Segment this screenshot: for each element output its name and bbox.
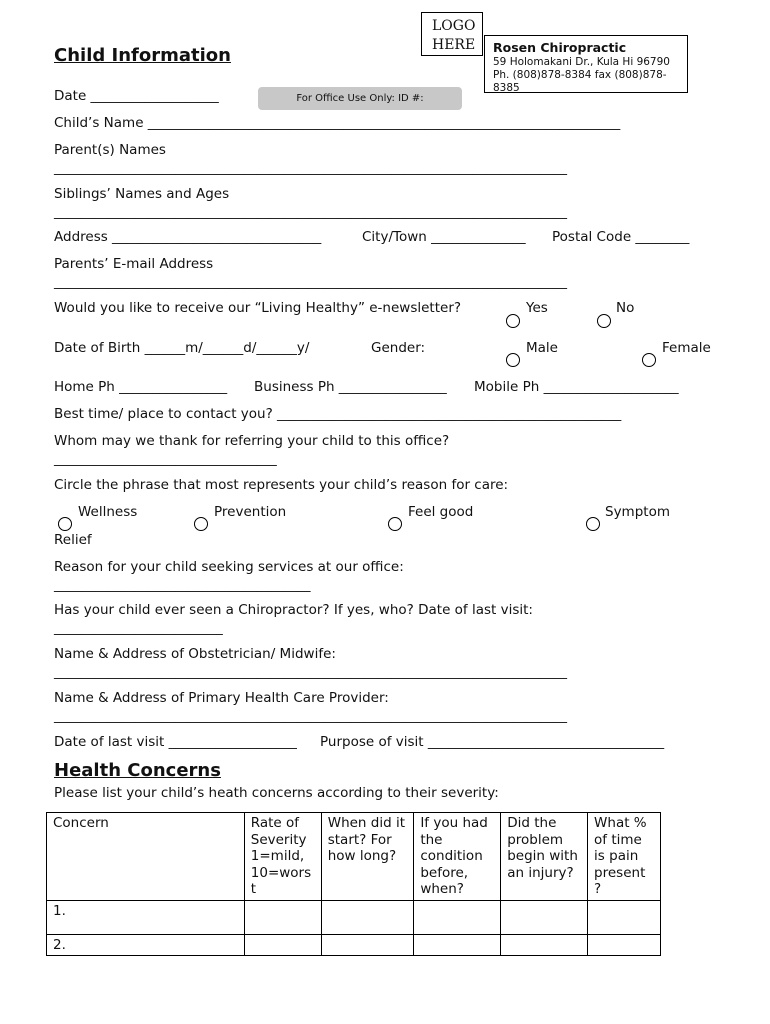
siblings-field[interactable]: ____________________________________________________________________________ (54, 204, 567, 220)
feel-good-radio[interactable] (388, 517, 402, 531)
gender-female-label: Female (662, 340, 711, 356)
reason-care-question: Circle the phrase that most represents your child’s reason for care: (54, 477, 509, 493)
prevention-radio[interactable] (194, 517, 208, 531)
table-cell[interactable] (244, 934, 321, 956)
prevention-label: Prevention (214, 504, 287, 520)
table-cell[interactable] (321, 934, 414, 956)
clinic-phone: Ph. (808)878-8384 fax (808)878-8385 (493, 69, 667, 93)
health-concerns-table (46, 812, 661, 956)
reason-services-field[interactable]: ______________________________________ (54, 577, 311, 593)
table-cell[interactable] (501, 934, 588, 956)
health-concerns-title: Health Concerns (54, 760, 221, 781)
chiropractor-question: Has your child ever seen a Chiropractor? If yes, who? Date of last visit: (54, 602, 533, 618)
header-start: When did it start? For how long? (321, 813, 414, 901)
table-cell[interactable] (244, 900, 321, 934)
email-field[interactable]: ____________________________________________________________________________ (54, 274, 567, 290)
postal-code-field[interactable]: Postal Code ________ (552, 229, 690, 245)
referral-field[interactable]: _________________________________ (54, 451, 277, 467)
city-field[interactable]: City/Town ______________ (362, 229, 526, 245)
parents-field[interactable]: ____________________________________________________________________________ (54, 160, 567, 176)
date-field[interactable]: Date ___________________ (54, 88, 219, 104)
business-phone-field[interactable]: Business Ph ________________ (254, 379, 447, 395)
siblings-label: Siblings’ Names and Ages (54, 186, 230, 202)
table-cell[interactable] (414, 934, 501, 956)
header-severity: Rate of Severity 1=mild, 10=wors t (244, 813, 321, 901)
table-row (47, 900, 661, 934)
header-pain-time: What % of time is pain present ? (588, 813, 661, 901)
last-visit-field[interactable]: Date of last visit ___________________ (54, 734, 297, 750)
mobile-phone-field[interactable]: Mobile Ph ____________________ (474, 379, 679, 395)
symptom-relief-radio[interactable] (586, 517, 600, 531)
gender-label: Gender: (371, 340, 426, 356)
table-row (47, 934, 661, 956)
reason-services-question: Reason for your child seeking services at our office: (54, 559, 404, 575)
obstetrician-field[interactable]: ____________________________________________________________________________ (54, 664, 567, 680)
table-header-row (47, 813, 661, 901)
referral-question: Whom may we thank for referring your child to this office? (54, 433, 450, 449)
table-cell[interactable] (588, 934, 661, 956)
best-time-field[interactable]: Best time/ place to contact you? ___________________________________________________ (54, 406, 622, 422)
provider-field[interactable]: ____________________________________________________________________________ (54, 708, 567, 724)
gender-female-radio[interactable] (642, 353, 656, 367)
address-field[interactable]: Address _______________________________ (54, 229, 322, 245)
relief-label: Relief (54, 532, 92, 548)
header-concern: Concern (47, 813, 245, 901)
email-label: Parents’ E-mail Address (54, 256, 214, 272)
table-cell[interactable] (501, 900, 588, 934)
newsletter-question: Would you like to receive our “Living Healthy” e-newsletter? (54, 300, 462, 316)
gender-male-radio[interactable] (506, 353, 520, 367)
wellness-label: Wellness (78, 504, 138, 520)
header-condition-before: If you had the condition before, when? (414, 813, 501, 901)
feel-good-label: Feel good (408, 504, 474, 520)
newsletter-no-radio[interactable] (597, 314, 611, 328)
table-cell[interactable] (414, 900, 501, 934)
gender-male-label: Male (526, 340, 558, 356)
home-phone-field[interactable]: Home Ph ________________ (54, 379, 228, 395)
provider-label: Name & Address of Primary Health Care Provider: (54, 690, 389, 706)
health-concerns-instruction: Please list your child’s heath concerns according to their severity: (54, 785, 499, 801)
logo-text: LOGO HERE (432, 18, 476, 53)
office-use-box: For Office Use Only: ID #: (258, 87, 462, 110)
logo-placeholder (421, 12, 483, 56)
child-name-field[interactable]: Child’s Name ______________________________________________________________________ (54, 115, 621, 131)
row-number: 1. (47, 900, 245, 934)
row-number: 2. (47, 934, 245, 956)
header-injury: Did the problem begin with an injury? (501, 813, 588, 901)
newsletter-yes-label: Yes (526, 300, 548, 316)
newsletter-yes-radio[interactable] (506, 314, 520, 328)
dob-field[interactable]: Date of Birth ______m/______d/______y/ (54, 340, 310, 356)
clinic-info-box (484, 35, 688, 93)
wellness-radio[interactable] (58, 517, 72, 531)
obstetrician-label: Name & Address of Obstetrician/ Midwife: (54, 646, 336, 662)
table-cell[interactable] (321, 900, 414, 934)
parents-label: Parent(s) Names (54, 142, 166, 158)
page-title: Child Information (54, 45, 231, 66)
table-cell[interactable] (588, 900, 661, 934)
clinic-name: Rosen Chiropractic (493, 40, 627, 55)
chiropractor-field[interactable]: _________________________ (54, 620, 223, 636)
symptom-label: Symptom (605, 504, 670, 520)
clinic-address: 59 Holomakani Dr., Kula Hi 96790 (493, 56, 670, 68)
newsletter-no-label: No (616, 300, 635, 316)
purpose-visit-field[interactable]: Purpose of visit ___________________________________ (320, 734, 665, 750)
